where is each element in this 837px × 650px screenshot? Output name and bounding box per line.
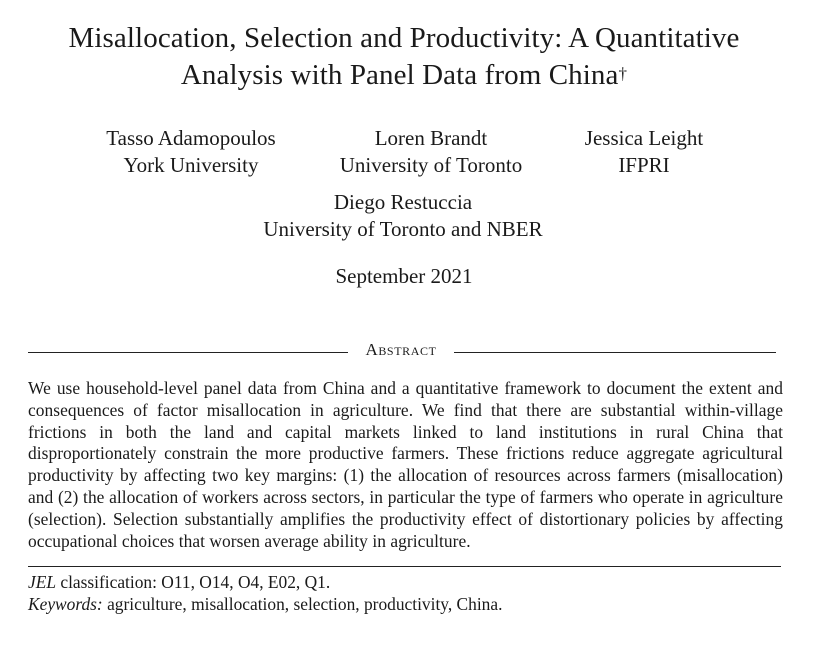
abstract-rule-left — [28, 352, 348, 353]
author-block-3 — [564, 125, 724, 179]
jel-label: JEL — [28, 572, 57, 592]
author-name: Loren Brandt — [374, 126, 488, 150]
keywords-label: Keywords: — [28, 594, 103, 614]
jel-classification — [28, 571, 330, 593]
keywords-list: agriculture, misallocation, selection, productivity, China. — [102, 594, 503, 614]
paper-title — [0, 20, 808, 94]
title-line-2 — [0, 57, 808, 94]
abstract-heading: Abstract — [365, 340, 437, 359]
paper-date: September 2021 — [335, 264, 473, 288]
title-line-2-text: Analysis with Panel Data from China — [180, 59, 619, 91]
author-block-1 — [91, 125, 291, 179]
abstract-rule-right — [454, 352, 776, 353]
keywords-line — [28, 593, 502, 615]
author-block-4 — [238, 189, 568, 243]
author-affiliation: University of Toronto — [339, 153, 523, 177]
abstract-body: We use household-level panel data from China and a quantitative framework to document the extent and consequences of factor misallocation in agriculture. We find that there are substantial within-village frictions in both the land and capital markets linked to land institutions in rural China that disproportionately constrain the more productive farmers. These frictions reduce aggregate agricultural productivity by affecting two key margins: (1) the allocation of resources across farmers (misallocation) and (2) the allocation of workers across sectors, in particular the type of farmers who operate in agriculture (selection). Selection substantially amplifies the productivity effect of distortionary policies by affecting occupational choices that worsen average ability in agriculture. — [28, 378, 783, 551]
author-block-2 — [326, 125, 536, 179]
abstract-bottom-rule — [28, 566, 781, 567]
author-affiliation: York University — [123, 153, 259, 177]
title-line-1: Misallocation, Selection and Productivity: A Quantitative — [68, 22, 740, 54]
title-footnote-mark: † — [618, 64, 628, 83]
jel-codes: classification: O11, O14, O4, E02, Q1. — [56, 572, 331, 592]
author-name: Jessica Leight — [584, 126, 704, 150]
author-name: Tasso Adamopoulos — [106, 126, 276, 150]
author-name: Diego Restuccia — [333, 190, 473, 214]
author-affiliation: IFPRI — [618, 153, 670, 177]
author-affiliation: University of Toronto and NBER — [263, 217, 543, 241]
